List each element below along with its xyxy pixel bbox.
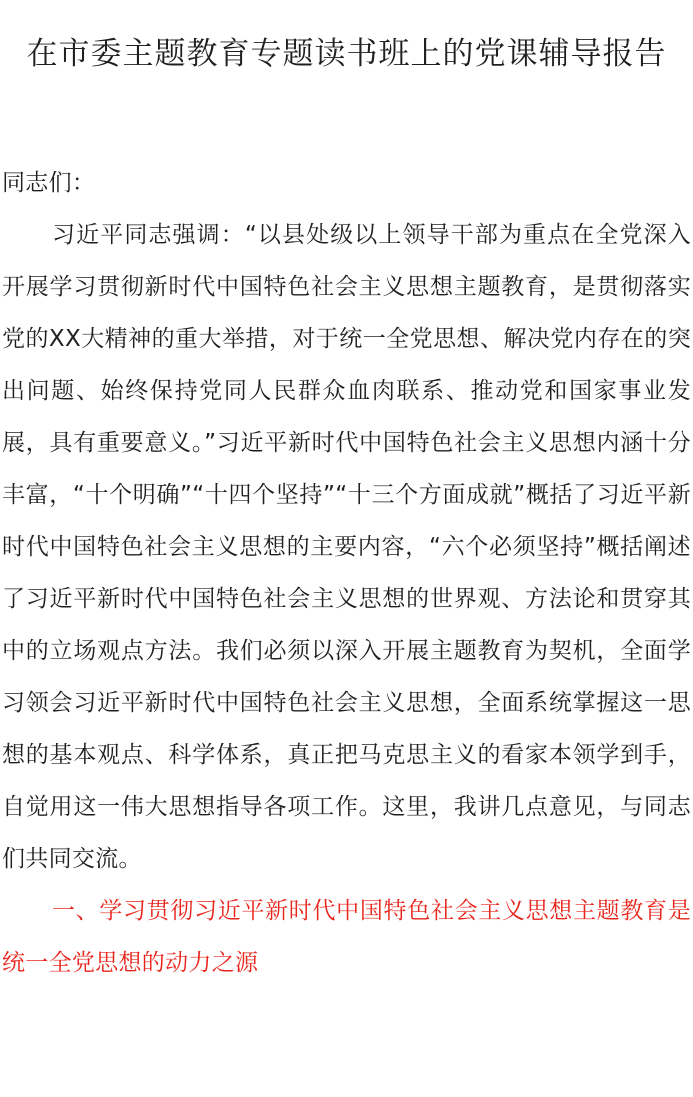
salutation: 同志们： bbox=[2, 170, 96, 196]
document-title: 在市委主题教育专题读书班上的党课辅导报告 bbox=[26, 36, 667, 72]
body-paragraph: 习近平同志强调：“以县处级以上领导干部为重点在全党深入开展学习贯彻新时代中国特色社会主义思想主题教育，是贯彻落实党的XX大精神的重大举措，对于统一全党思想、解决党内存在的突出问题、始终保持党同人民群众血肉联系、推动党和国家事业发展，具有重要意义。”习近平新时代中国特色社会主义思想内涵十分丰富，“十个明确”“十四个坚持”“十三个方面成就”概括了习近平新时代中国特色社会主义思想的主要内容，“六个必须坚持”概括阐述了习近平新时代中国特色社会主义思想的世界观、方法论和贯穿其中的立场观点方法。我们必须以深入开展主题教育为契机，全面学习领会习近平新时代中国特色社会主义思想，全面系统掌握这一思想的基本观点、科学体系，真正把马克思主义的看家本领学到手，自觉用这一伟大思想指导各项工作。这里，我讲几点意见，与同志们共同交流。 bbox=[2, 222, 691, 872]
section-heading: 一、学习贯彻习近平新时代中国特色社会主义思想主题教育是统一全党思想的动力之源 bbox=[2, 898, 691, 976]
document-body bbox=[2, 157, 691, 989]
